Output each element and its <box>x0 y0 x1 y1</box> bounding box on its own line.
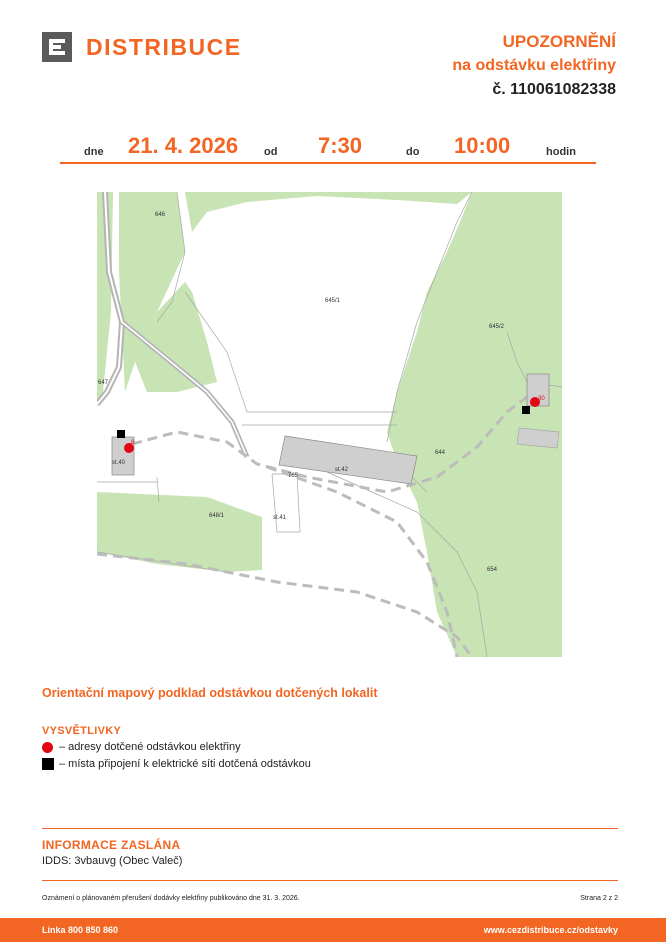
black-square-icon <box>42 758 54 770</box>
outage-map <box>97 192 562 657</box>
address-marker-right-label: 30 <box>538 396 545 402</box>
brand-logo-icon <box>42 32 72 62</box>
notice-number: č. 110061082338 <box>492 81 616 98</box>
parcel-label-645-1: 645/1 <box>325 298 341 304</box>
notice-heading <box>452 30 616 102</box>
legend-item-addresses <box>42 741 241 753</box>
map-caption: Orientační mapový podklad odstávkou dotčených lokalit <box>42 686 378 700</box>
legend-item-connections <box>42 758 311 770</box>
legend-item-connections-label: – místa připojení k elektrické síti dotčená odstávkou <box>59 758 311 770</box>
red-dot-icon <box>42 742 53 753</box>
legend-item-addresses-label: – adresy dotčené odstávkou elektřiny <box>59 741 241 753</box>
parcel-label-st41: st.41 <box>273 515 287 521</box>
website-link[interactable]: www.cezdistribuce.cz/odstavky <box>483 925 618 935</box>
notice-subtitle: na odstávku elektřiny <box>452 57 616 74</box>
parcel-label-645-2: 645/2 <box>489 324 505 330</box>
brand-name: DISTRIBUCE <box>86 34 242 60</box>
outage-from-time: 7:30 <box>318 133 363 158</box>
publication-note: Oznámení o plánovaném přerušení dodávky elektřiny publikováno dne 31. 3. 2026. <box>42 895 300 902</box>
parcel-label-644: 644 <box>435 450 446 456</box>
hotline: Linka 800 850 860 <box>42 925 119 935</box>
info-recipient: IDDS: 3vbauvg (Obec Valeč) <box>42 855 183 867</box>
parcel-label-648-1: 648/1 <box>209 513 225 519</box>
outage-to-time: 10:00 <box>454 133 511 158</box>
notice-title: UPOZORNĚNÍ <box>502 32 616 51</box>
parcel-label-646: 646 <box>155 212 166 218</box>
parcel-label-654: 654 <box>487 567 498 573</box>
page-number: Strana 2 z 2 <box>580 895 618 902</box>
footer-divider <box>42 880 618 881</box>
legend-title: VYSVĚTLIVKY <box>42 725 122 737</box>
od-label: od <box>264 146 278 158</box>
dne-label: dne <box>84 146 104 158</box>
parcel-label-765: 765 <box>288 473 299 479</box>
outage-dateline <box>60 132 596 164</box>
parcel-label-st40: st.40 <box>112 460 126 466</box>
parcel-label-647: 647 <box>98 380 109 386</box>
connection-point-marker-right <box>522 406 530 414</box>
section-divider <box>42 828 618 829</box>
hodin-label: hodin <box>546 146 576 158</box>
parcel-label-st42: st.42 <box>335 467 349 473</box>
do-label: do <box>406 146 420 158</box>
outage-date: 21. 4. 2026 <box>128 133 239 158</box>
address-marker-left-label: 8 <box>131 440 135 446</box>
info-title: INFORMACE ZASLÁNA <box>42 838 181 852</box>
connection-point-marker-left <box>117 430 125 438</box>
